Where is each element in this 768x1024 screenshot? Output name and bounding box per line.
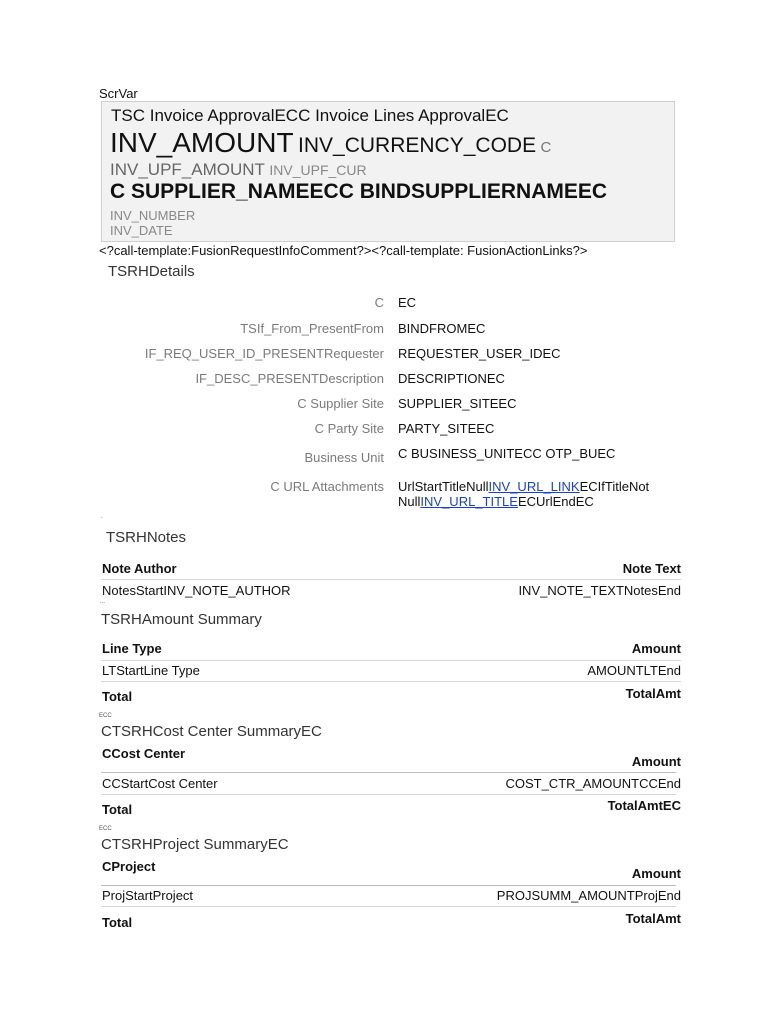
- marker-ecc: ECC: [99, 826, 112, 832]
- cost-row-center: CCStartCost Center: [102, 776, 218, 791]
- amount-row-type: LTStartLine Type: [102, 663, 200, 678]
- attachments-text: ECIfTitleNot: [579, 479, 650, 494]
- project-row-project: ProjStartProject: [102, 888, 194, 903]
- divider: [101, 660, 681, 661]
- inv-c-suffix: C: [540, 139, 552, 156]
- attachments-value-line1: [398, 479, 649, 494]
- cost-total-value: TotalAmtEC: [607, 798, 681, 813]
- invoice-header-box: [101, 101, 675, 242]
- notes-row-author: NotesStartINV_NOTE_AUTHOR: [102, 583, 291, 598]
- supplier-name-line: C SUPPLIER_NAMEECC BINDSUPPLIERNAMEEC: [110, 180, 608, 203]
- notes-row-text: INV_NOTE_TEXTNotesEnd: [518, 583, 681, 598]
- project-col-amount: Amount: [631, 866, 681, 881]
- inv-url-link[interactable]: INV_URL_LINK: [488, 479, 580, 494]
- notes-section-title: TSRHNotes: [106, 529, 187, 546]
- cost-row-amount: COST_CTR_AMOUNTCCEnd: [505, 776, 681, 791]
- amount-summary-title: TSRHAmount Summary: [101, 611, 262, 628]
- attachments-label: C URL Attachments: [270, 479, 384, 494]
- attachments-text: UrlStartTitleNull: [398, 479, 489, 494]
- detail-label: Business Unit: [304, 450, 384, 465]
- cost-col-amount: Amount: [631, 754, 681, 769]
- detail-label: C Party Site: [314, 421, 384, 436]
- header-amount-line: [110, 127, 551, 159]
- detail-value: REQUESTER_USER_IDEC: [398, 346, 561, 361]
- amount-total-value: TotalAmt: [625, 686, 681, 701]
- detail-value: DESCRIPTIONEC: [398, 371, 505, 386]
- inv-currency-code: INV_CURRENCY_CODE: [298, 134, 537, 157]
- marker-dots: ...: [100, 599, 106, 605]
- detail-value: C BUSINESS_UNITECC OTP_BUEC: [398, 446, 616, 461]
- details-section-title: TSRHDetails: [108, 263, 195, 280]
- amount-col-amount: Amount: [631, 641, 681, 656]
- notes-col-author: Note Author: [102, 561, 177, 576]
- project-total-value: TotalAmt: [625, 911, 681, 926]
- marker-ecc: ECC: [99, 713, 112, 719]
- detail-label: IF_REQ_USER_ID_PRESENTRequester: [144, 346, 384, 361]
- cost-center-title: CTSRHCost Center SummaryEC: [101, 723, 322, 740]
- notes-col-text: Note Text: [622, 561, 681, 576]
- divider: [101, 579, 681, 580]
- detail-label: C Supplier Site: [297, 396, 384, 411]
- inv-url-title-link[interactable]: INV_URL_TITLE: [420, 494, 518, 509]
- call-template-text: <?call-template:FusionRequestInfoComment?><?call-template: FusionActionLinks?>: [99, 243, 588, 258]
- inv-upf-cur: INV_UPF_CUR: [269, 162, 367, 178]
- attachments-text: ECUrlEndEC: [517, 494, 594, 509]
- detail-value: EC: [398, 295, 417, 310]
- inv-date: INV_DATE: [110, 223, 173, 238]
- amount-total-label: Total: [102, 689, 133, 704]
- marker-dot: .: [101, 514, 103, 520]
- project-row-amount: PROJSUMM_AMOUNTProjEnd: [496, 888, 681, 903]
- inv-number: INV_NUMBER: [110, 208, 196, 223]
- detail-value: SUPPLIER_SITEEC: [398, 396, 517, 411]
- detail-label: TSIf_From_PresentFrom: [240, 321, 384, 336]
- project-col-project: CProject: [102, 859, 156, 874]
- detail-label: C: [374, 295, 384, 310]
- detail-value: PARTY_SITEEC: [398, 421, 495, 436]
- header-upf-line: [110, 160, 367, 180]
- divider: [101, 794, 676, 795]
- detail-label: IF_DESC_PRESENTDescription: [195, 371, 384, 386]
- cost-total-label: Total: [102, 802, 133, 817]
- divider: [101, 906, 676, 907]
- header-title: TSC Invoice ApprovalECC Invoice Lines ApprovalEC: [111, 106, 509, 125]
- detail-value: BINDFROMEC: [398, 321, 486, 336]
- cost-col-center: CCost Center: [102, 746, 186, 761]
- amount-col-type: Line Type: [102, 641, 162, 656]
- inv-amount: INV_AMOUNT: [110, 127, 294, 158]
- amount-row-amount: AMOUNTLTEnd: [587, 663, 681, 678]
- inv-upf-amount: INV_UPF_AMOUNT: [110, 160, 265, 179]
- attachments-value-line2: [398, 494, 594, 509]
- divider: [101, 885, 676, 886]
- scrvar-label: ScrVar: [99, 86, 138, 101]
- attachments-text: Null: [398, 494, 421, 509]
- divider: [101, 681, 681, 682]
- project-title: CTSRHProject SummaryEC: [101, 836, 289, 853]
- project-total-label: Total: [102, 915, 133, 930]
- divider: [101, 772, 676, 773]
